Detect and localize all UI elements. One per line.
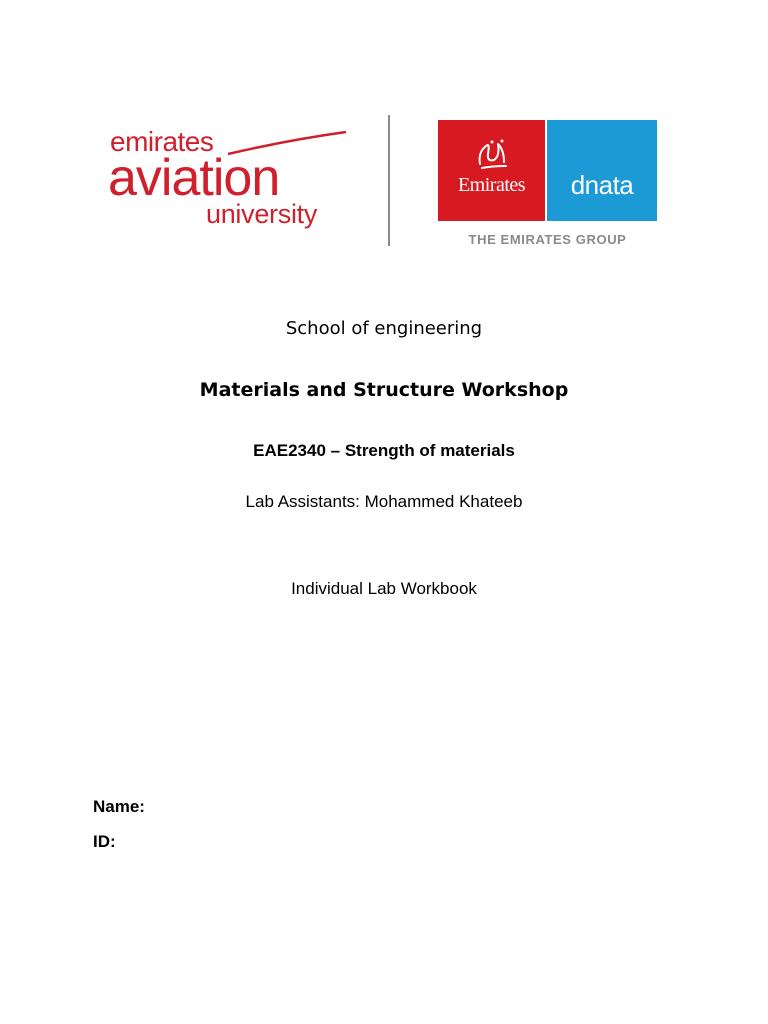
lab-assistants: Lab Assistants: Mohammed Khateeb	[245, 492, 523, 511]
logo-divider	[388, 115, 390, 246]
dnata-wordmark: dnata	[570, 170, 634, 200]
emirates-wordmark: Emirates	[457, 174, 526, 196]
school-title: School of engineering	[285, 318, 483, 339]
workshop-title: Materials and Structure Workshop	[199, 379, 569, 401]
emirates-aviation-university-logo	[108, 126, 358, 236]
emirates-calligraphy-icon	[474, 138, 510, 170]
workbook-title: Individual Lab Workbook	[291, 579, 477, 598]
dnata-logo	[547, 120, 657, 221]
logo-text-emirates: emirates	[110, 126, 214, 157]
logo-text-aviation: aviation	[108, 149, 280, 207]
name-label: Name:	[93, 797, 145, 816]
emirates-logo	[438, 120, 545, 221]
logo-text-university: university	[206, 199, 318, 229]
emirates-group-label: THE EMIRATES GROUP	[468, 232, 627, 247]
course-title: EAE2340 – Strength of materials	[253, 441, 515, 460]
id-label: ID:	[93, 832, 116, 851]
